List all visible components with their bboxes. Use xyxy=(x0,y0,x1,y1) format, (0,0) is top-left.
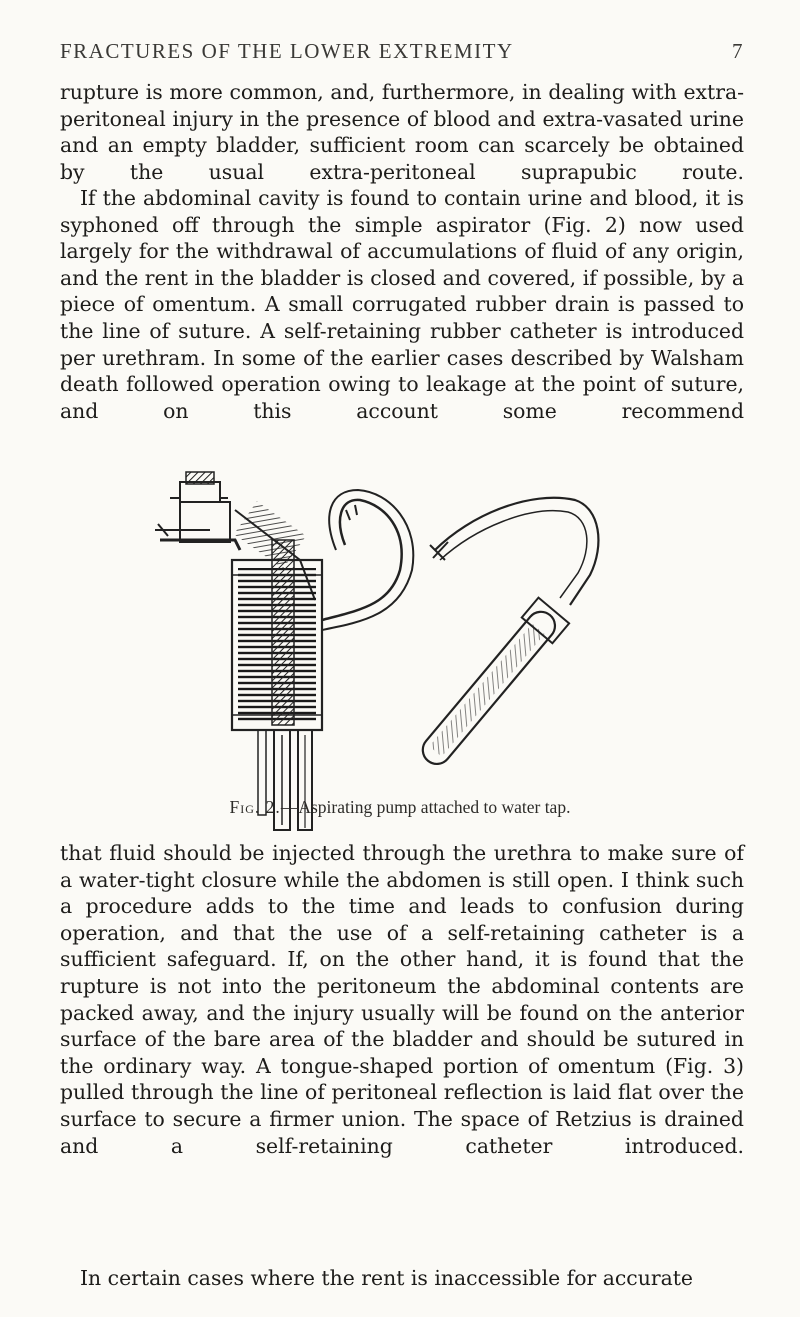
figure-label: Fig. 2. xyxy=(229,797,281,817)
paragraph-1: rupture is more common, and, furthermore, in dealing with extra-peritoneal injury in the presence of blood and extra-vasated urine and an empty bladder, sufficient room can scarcely be obtained by the usual extra-peritoneal suprapubic route. xyxy=(60,80,744,184)
running-header xyxy=(60,36,744,66)
running-title: FRACTURES OF THE LOWER EXTREMITY xyxy=(60,38,514,63)
pump-cylinder xyxy=(232,540,322,730)
paragraph-2: If the abdominal cavity is found to contain urine and blood, it is syphoned off through the simple aspirator (Fig. 2) now used largely for the withdrawal of accumulations of fluid of any origin, and the rent in the bladder is closed and covered, if possible, by a piece of omentum. A small corrugated rubber drain is passed to the line of suture. A self-retaining rubber catheter is introduced per urethram. In some of the earlier cases described by Walsham death followed operation owing to leakage at the point of suture, and on this account some recommend xyxy=(60,186,744,423)
figure-caption xyxy=(0,797,800,818)
page-number: 7 xyxy=(732,38,744,63)
aspirating-pump-illustration xyxy=(150,470,630,832)
figure-caption-text: —Aspirating pump attached to water tap. xyxy=(280,797,571,817)
paragraph-4: In certain cases where the rent is inaccessible for accurate xyxy=(80,1266,693,1290)
paragraph-3: that fluid should be injected through the urethra to make sure of a water-tight closure while the abdomen is still open. I think such a procedure adds to the time and leads to confusion during operation, and that the use of a self-retaining catheter is a sufficient safeguard. If, on the other hand, it is found that the rupture is not into the peritoneum the abdominal contents are packed away, and the injury usually will be found on the anterior surface of the bare area of the bladder and should be sutured in the ordinary way. A tongue-shaped portion of omentum (Fig. 3) pulled through the line of peritoneal reflection is laid flat over the surface to secure a firmer union. The space of Retzius is drained and a self-retaining catheter introduced. xyxy=(60,841,744,1158)
aspirating-pump-figure xyxy=(150,470,630,832)
connecting-hose xyxy=(322,490,413,630)
aspirating-needle-tube xyxy=(412,498,598,774)
